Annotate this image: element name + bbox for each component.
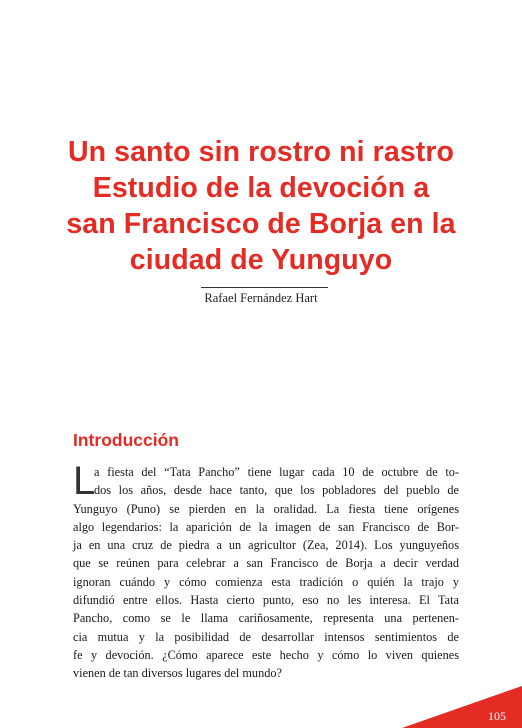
paragraph-line: vienen de tan diversos lugares del mundo? (73, 666, 282, 681)
body-paragraph (73, 459, 459, 683)
section-heading: Introducción (73, 430, 179, 450)
title-line: san Francisco de Borja en la (66, 208, 456, 240)
paragraph-line: a fiesta del “Tata Pancho” tiene lugar cada 10 de octubre de to- (94, 465, 459, 479)
title-line: ciudad de Yunguyo (129, 244, 393, 276)
author-name: Rafael Fernández Hart (204, 291, 318, 305)
page-number: 105 (488, 709, 506, 723)
paragraph-line: Pancho, como se le llama cariñosamente, representa una pertenen- (73, 611, 459, 626)
drop-cap: L (73, 459, 96, 503)
paragraph-line: difundió entre ellos. Hasta cierto punto, eso no les interesa. El Tata (73, 593, 459, 608)
paragraph-line: algo legendarios: la aparición de la imagen de san Francisco de Bor- (73, 519, 459, 534)
paragraph-line: cia mutua y la posibilidad de desarrollar intensos sentimientos de (73, 629, 459, 644)
author-divider (201, 287, 328, 288)
title-line: Estudio de la devoción a (92, 172, 430, 204)
paragraph-line: fe y devoción. ¿Cómo aparece este hecho y cómo lo viven quienes (73, 647, 459, 662)
article-title (0, 134, 522, 278)
title-line: Un santo sin rostro ni rastro (67, 136, 455, 168)
paragraph-line: Yunguyo (Puno) se pierden en la oralidad. La fiesta tiene orígenes (73, 501, 459, 516)
paragraph-line: que se reúnen para celebrar a san Francisco de Borja a decir verdad (73, 556, 459, 571)
paragraph-line: ignoran cuándo y cómo comienza esta tradición o quién la trajo y (73, 574, 459, 589)
paragraph-line: dos los años, desde hace tanto, que los pobladores del pueblo de (94, 483, 459, 498)
paragraph-line: ja en una cruz de piedra a un agricultor (Zea, 2014). Los yunguyeños (73, 538, 459, 553)
